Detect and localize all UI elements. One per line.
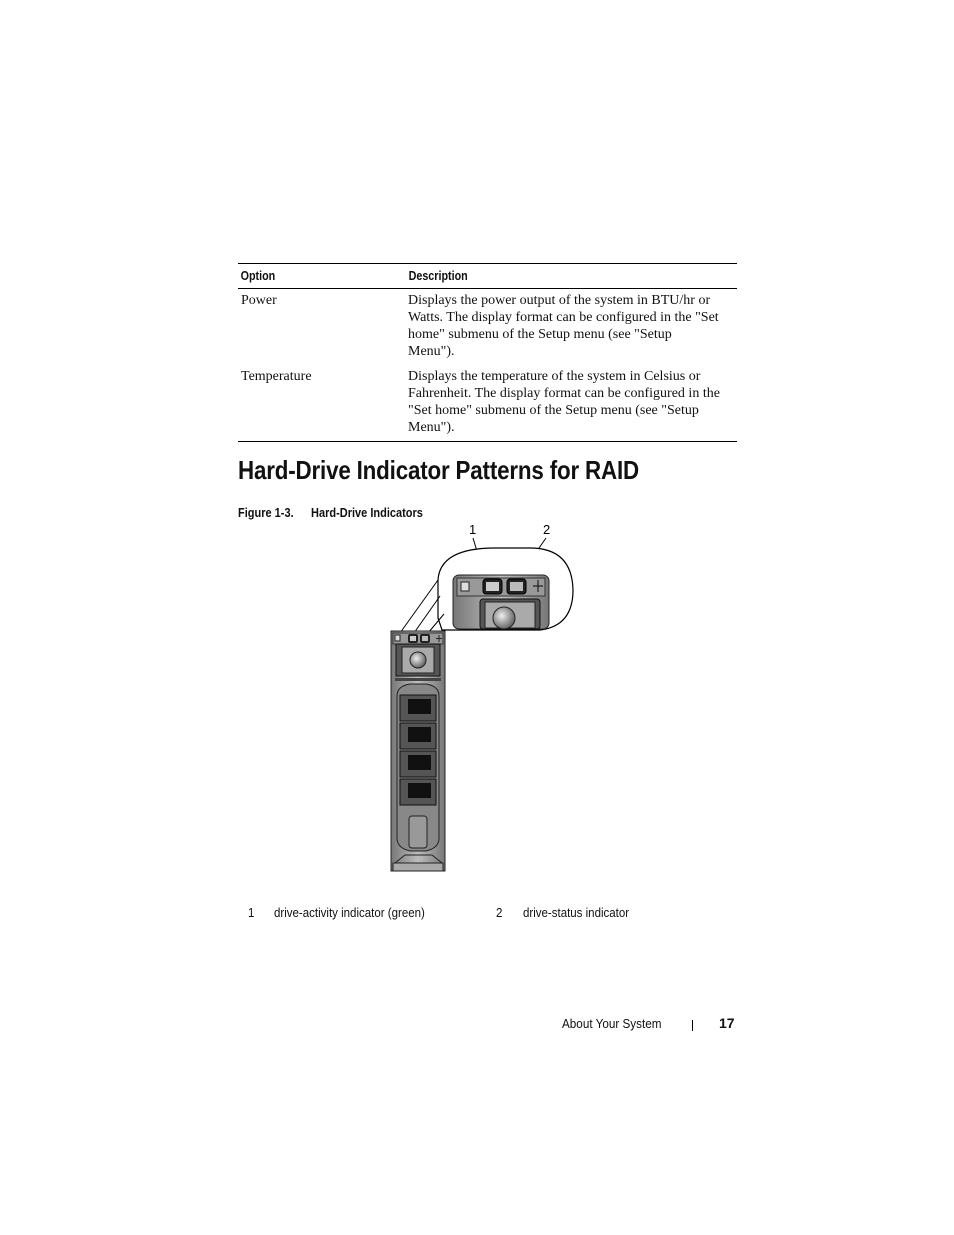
figure-number: Figure 1-3. — [238, 506, 294, 520]
page-number: 17 — [719, 1015, 735, 1031]
footer-section: About Your System — [562, 1016, 662, 1031]
callout-2: 2 — [543, 522, 551, 537]
description-line: Menu"). — [408, 344, 455, 359]
description-line: Displays the power output of the system in BTU/hr or — [408, 293, 711, 308]
legend-label-2: drive-status indicator — [523, 906, 630, 920]
hard-drive-illustration — [380, 518, 580, 878]
table-header — [238, 264, 737, 288]
figure-title: Hard-Drive Indicators — [311, 506, 423, 520]
section-heading: Hard-Drive Indicator Patterns for RAID — [238, 455, 639, 485]
legend-num-1: 1 — [248, 906, 255, 920]
description-line: Watts. The display format can be configured in the "Set — [408, 310, 719, 325]
row-description — [408, 368, 737, 436]
description-line: home" submenu of the Setup menu (see "Setup — [408, 327, 672, 342]
header-option: Option — [240, 269, 276, 283]
table-row — [238, 289, 737, 368]
legend-label-1: drive-activity indicator (green) — [274, 906, 425, 920]
description-line: Menu"). — [408, 420, 455, 435]
table-row — [238, 368, 737, 441]
description-line: Displays the temperature of the system in Celsius or — [408, 369, 701, 384]
row-description — [408, 292, 737, 360]
row-option: Power — [241, 293, 277, 308]
description-line: Fahrenheit. The display format can be configured in the — [408, 386, 720, 401]
row-option: Temperature — [241, 369, 312, 384]
header-description: Description — [408, 269, 468, 283]
options-table — [238, 263, 737, 442]
legend-num-2: 2 — [496, 906, 503, 920]
footer-divider — [692, 1020, 693, 1031]
callout-1: 1 — [469, 522, 477, 537]
description-line: "Set home" submenu of the Setup menu (see "Setup — [408, 403, 699, 418]
